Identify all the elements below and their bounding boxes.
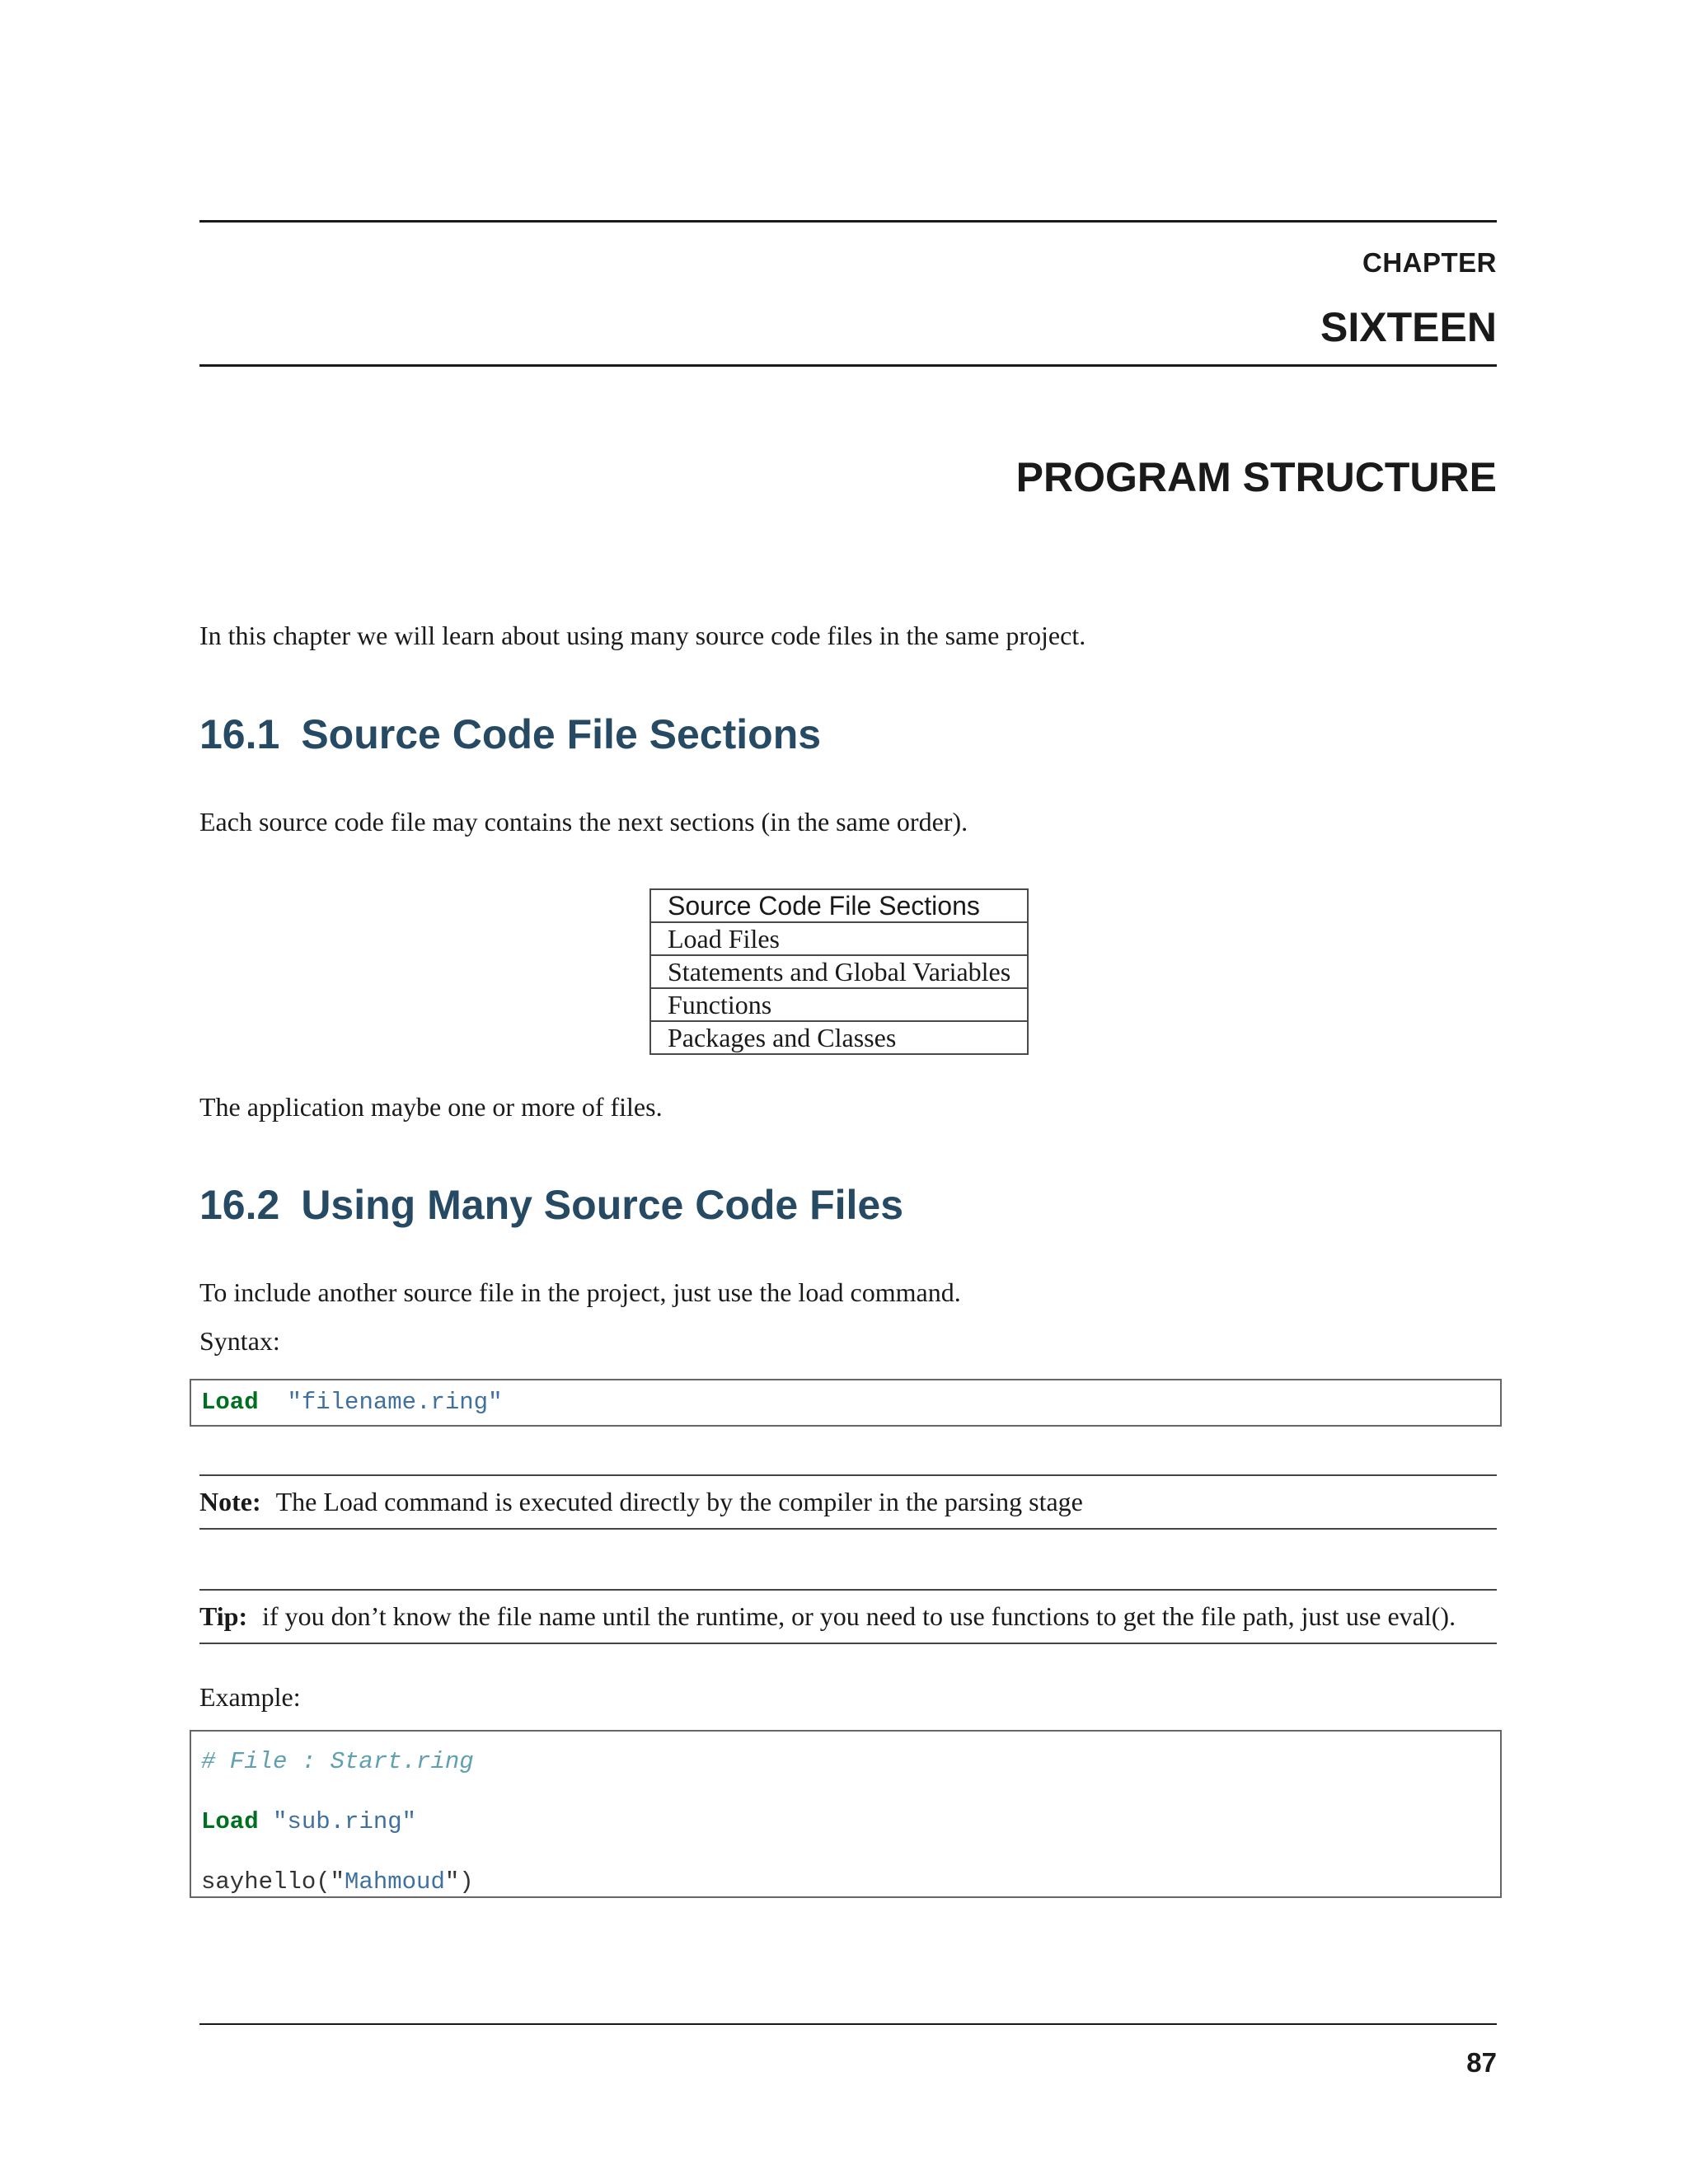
code-line [201, 1852, 1490, 1912]
code-string: "filename.ring" [287, 1389, 503, 1416]
table-cell: Load Files [650, 922, 1028, 955]
code-keyword: Load [201, 1389, 259, 1416]
note-label: Note: [199, 1487, 261, 1516]
section-paragraph: To include another source file in the project, just use the load command. [199, 1277, 961, 1307]
note-admonition [199, 1474, 1497, 1530]
note-text: The Load command is executed directly by the compiler in the parsing stage [275, 1487, 1083, 1516]
table-cell: Packages and Classes [650, 1021, 1028, 1054]
code-call-prefix: sayhello(" [201, 1868, 345, 1896]
chapter-bottom-rule [199, 364, 1497, 367]
page-title: PROGRAM STRUCTURE [1015, 454, 1497, 500]
table-cell: Statements and Global Variables [650, 955, 1028, 988]
code-line [201, 1380, 1490, 1425]
code-line [201, 1792, 1490, 1852]
section-paragraph: Each source code file may contains the next sections (in the same order). [199, 807, 968, 837]
section-number: 16.1 [199, 711, 280, 757]
section-heading-16-2 [199, 1181, 903, 1229]
table-header-cell: Source Code File Sections [650, 889, 1028, 922]
table-row [650, 922, 1028, 955]
code-keyword: Load [201, 1808, 259, 1835]
code-comment: # File : Start.ring [201, 1748, 474, 1775]
syntax-label: Syntax: [199, 1326, 280, 1356]
code-line [201, 1732, 1490, 1792]
section-heading-16-1 [199, 710, 821, 758]
table-row [650, 1021, 1028, 1054]
table-header-row [650, 889, 1028, 922]
code-call-argument: Mahmoud [345, 1868, 445, 1896]
tip-admonition [199, 1589, 1497, 1644]
tip-label: Tip: [199, 1601, 248, 1631]
chapter-number: SIXTEEN [1320, 304, 1497, 350]
table-row [650, 988, 1028, 1021]
example-label: Example: [199, 1682, 301, 1712]
table-row [650, 955, 1028, 988]
table-cell: Functions [650, 988, 1028, 1021]
intro-paragraph: In this chapter we will learn about using many source code files in the same project. [199, 621, 1086, 650]
section-title: Using Many Source Code Files [301, 1182, 904, 1228]
code-string: "sub.ring" [273, 1808, 417, 1835]
section-title: Source Code File Sections [301, 711, 822, 757]
after-table-paragraph: The application maybe one or more of files. [199, 1092, 663, 1122]
example-code-block [190, 1730, 1502, 1898]
source-sections-table [649, 888, 1029, 1055]
footer-rule [199, 2023, 1497, 2025]
tip-text: if you don’t know the file name until the runtime, or you need to use functions to get the file path, just use eval(). [262, 1601, 1456, 1631]
chapter-top-rule [199, 220, 1497, 223]
chapter-label: CHAPTER [1362, 247, 1497, 278]
syntax-code-block [190, 1379, 1502, 1427]
section-number: 16.2 [199, 1182, 280, 1228]
code-call-suffix: ") [444, 1868, 474, 1896]
page-number: 87 [1466, 2047, 1497, 2078]
